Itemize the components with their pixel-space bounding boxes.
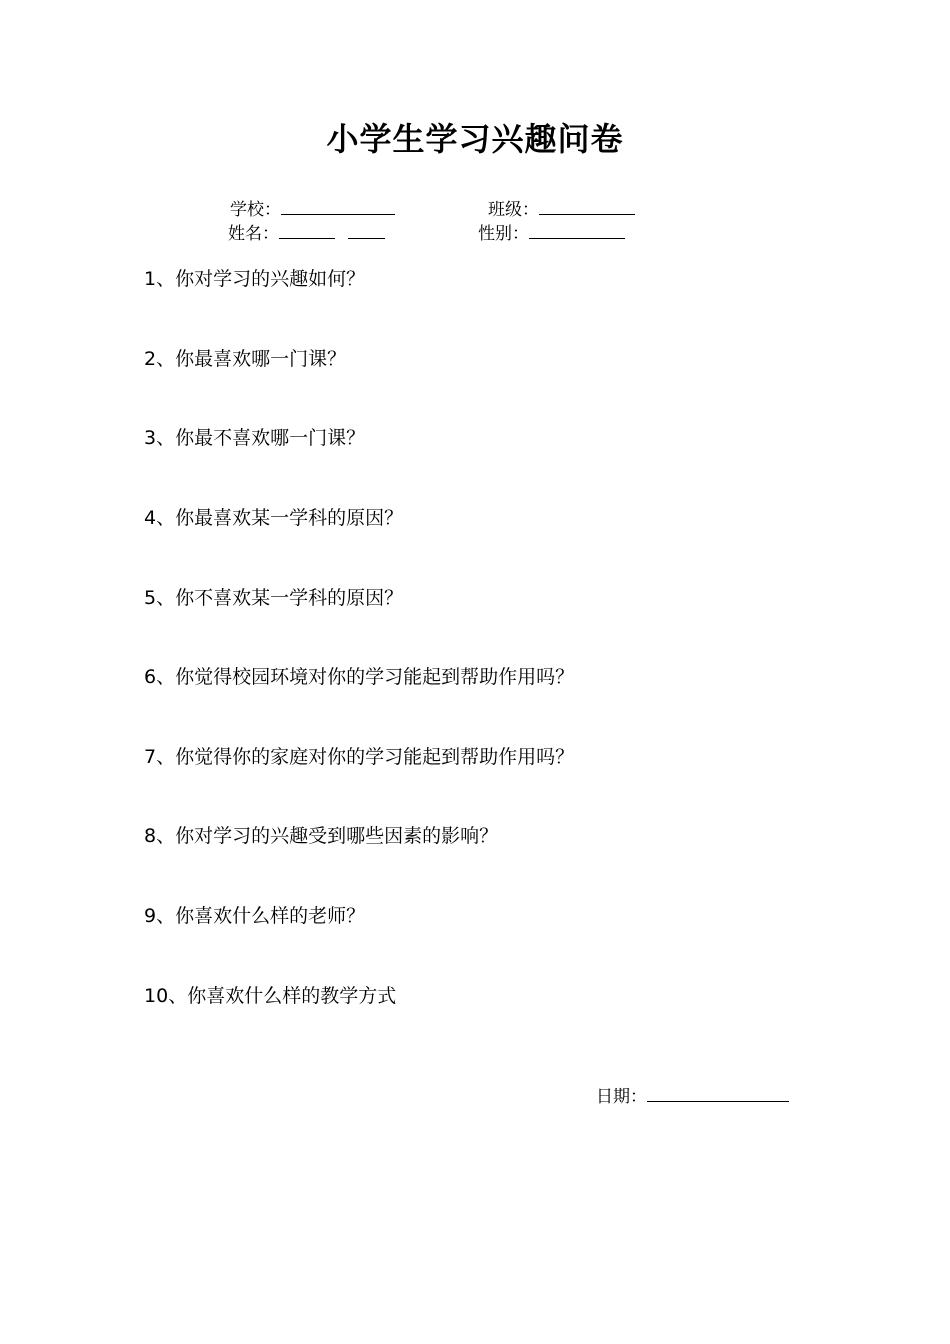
question-number: 10 [144,985,169,1007]
question-text: 你最不喜欢哪一门课？ [175,427,366,449]
name-label: 姓名： [228,224,279,244]
question-6 [144,664,574,690]
question-text: 你对学习的兴趣如何？ [175,268,366,290]
question-separator: 、 [156,587,176,609]
name-blank-2[interactable] [348,222,385,239]
question-text: 你觉得校园环境对你的学习能起到帮助作用吗？ [175,666,575,688]
name-blank-1[interactable] [279,222,335,239]
question-text: 你喜欢什么样的教学方式 [187,985,397,1007]
name-field [228,222,385,245]
date-blank[interactable] [647,1085,789,1102]
page-title: 小学生学习兴趣问卷 [326,120,624,158]
question-number: 8 [144,825,157,847]
school-blank[interactable] [281,198,395,215]
question-text: 你不喜欢某一学科的原因？ [175,587,404,609]
question-8 [144,823,498,849]
date-label: 日期： [596,1087,647,1107]
question-text: 你最喜欢某一学科的原因？ [175,507,404,529]
question-separator: 、 [156,825,176,847]
question-number: 6 [144,666,157,688]
question-text: 你觉得你的家庭对你的学习能起到帮助作用吗？ [175,746,575,768]
question-separator: 、 [156,348,176,370]
school-label: 学校： [230,200,281,220]
class-blank[interactable] [539,198,635,215]
question-5 [144,585,403,611]
class-field [488,198,635,221]
question-text: 你最喜欢哪一门课？ [175,348,347,370]
question-separator: 、 [156,905,176,927]
question-separator: 、 [156,268,176,290]
question-number: 4 [144,507,157,529]
question-7 [144,744,574,770]
question-separator: 、 [168,985,188,1007]
question-number: 3 [144,427,157,449]
question-number: 2 [144,348,157,370]
date-field [596,1085,789,1108]
question-2 [144,346,346,372]
school-field [230,198,395,221]
question-separator: 、 [156,666,176,688]
question-number: 5 [144,587,157,609]
gender-blank[interactable] [529,222,625,239]
question-separator: 、 [156,507,176,529]
question-number: 7 [144,746,157,768]
question-number: 9 [144,905,157,927]
question-9 [144,903,365,929]
question-1 [144,266,365,292]
class-label: 班级： [488,200,539,220]
question-3 [144,425,365,451]
question-separator: 、 [156,746,176,768]
question-10 [144,983,396,1009]
question-separator: 、 [156,427,176,449]
question-number: 1 [144,268,157,290]
question-text: 你对学习的兴趣受到哪些因素的影响？ [175,825,499,847]
question-4 [144,505,403,531]
question-text: 你喜欢什么样的老师？ [175,905,366,927]
gender-label: 性别： [478,224,529,244]
gender-field [478,222,625,245]
